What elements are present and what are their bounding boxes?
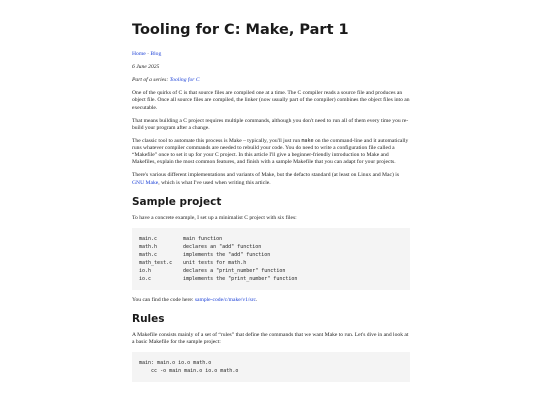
series-prefix: Part of a series: xyxy=(132,77,170,84)
intro-p4-text-a: There's various different implementations and variants of Make, but the defacto standard (at least on Linux and Mac) is xyxy=(132,172,399,179)
sample-project-intro: To have a concrete example, I set up a minimalist C project with six files: xyxy=(132,214,297,221)
sample-code-link-paragraph xyxy=(132,297,410,304)
breadcrumb-separator: · xyxy=(147,51,149,57)
file-row xyxy=(139,251,403,259)
blog-link[interactable]: Blog xyxy=(150,51,162,57)
home-link[interactable]: Home xyxy=(132,51,146,57)
file-desc: declares an "add" function xyxy=(183,243,262,250)
intro-paragraph-2: That means building a C project requires multiple commands, although you don't need to run all of them every time you re-build your program after a change. xyxy=(132,117,409,131)
file-row xyxy=(139,235,403,243)
intro-p3-text-a: The classic tool to automate this process is Make – typically, you'll just run xyxy=(132,137,302,144)
code-line: cc -o main main.o io.o math.o xyxy=(139,368,239,375)
rules-heading: Rules xyxy=(132,313,165,326)
sample-project-heading: Sample project xyxy=(132,195,222,208)
code-line: main: main.o io.o math.o xyxy=(139,360,212,367)
file-row xyxy=(139,259,403,267)
intro-paragraph-3 xyxy=(132,138,410,167)
file-desc: main function xyxy=(183,235,223,242)
file-name: math_test.c xyxy=(139,259,173,266)
series-note xyxy=(132,77,410,84)
rules-paragraph: A Makefile consists mainly of a set of “rules” that define the commands that we want Make to run. Let's dive in and look at a basic Makefile for the sample project: xyxy=(132,332,409,346)
intro-p4-text-b: , which is what I've used when writing this article. xyxy=(158,179,271,186)
file-list-code-block xyxy=(132,228,410,290)
article xyxy=(132,0,410,389)
file-desc: implements the "add" function xyxy=(183,251,271,258)
intro-paragraph-1: One of the quirks of C is that source files are compiled one at a time. The C compiler reads a source file and produces an object file. Once all source files are compiled, the linker (now usually part of the compiler) combines the object files into an executable. xyxy=(132,90,410,111)
intro-p3-text-b: on the command-line and it automatically runs whatever compiler commands are needed to rebuild your code. You do need to write a configuration file called a “Makefile” once to set it up for your C project. In this article I'll give a beginner-friendly introduction to Make and Makefiles, explain the most common features, and finish with a sample Makefile that you can adapt for your projects. xyxy=(132,137,409,166)
file-desc: implements the "print_number" function xyxy=(183,275,298,282)
makefile-code-block xyxy=(132,352,410,382)
file-name: main.c xyxy=(139,235,158,242)
sample-code-link[interactable]: sample-code/c/make/v1/src xyxy=(194,296,257,303)
sample-code-suffix: . xyxy=(256,296,258,303)
file-name: io.c xyxy=(139,275,152,282)
breadcrumb xyxy=(132,51,410,58)
file-row xyxy=(139,243,403,251)
series-link[interactable]: Tooling for C xyxy=(169,77,200,84)
page-title: Tooling for C: Make, Part 1 xyxy=(132,22,349,38)
file-row xyxy=(139,275,403,283)
sample-code-prefix: You can find the code here: xyxy=(132,296,195,303)
file-desc: unit tests for math.h xyxy=(183,259,247,266)
file-name: math.c xyxy=(139,251,158,258)
file-name: io.h xyxy=(139,267,152,274)
file-row xyxy=(139,267,403,275)
file-desc: declares a "print_number" function xyxy=(183,267,286,274)
file-name: math.h xyxy=(139,243,158,250)
post-date: 6 June 2025 xyxy=(132,64,160,71)
intro-paragraph-4 xyxy=(132,172,410,186)
make-command-code: make xyxy=(301,137,314,144)
gnu-make-link[interactable]: GNU Make xyxy=(132,179,159,186)
